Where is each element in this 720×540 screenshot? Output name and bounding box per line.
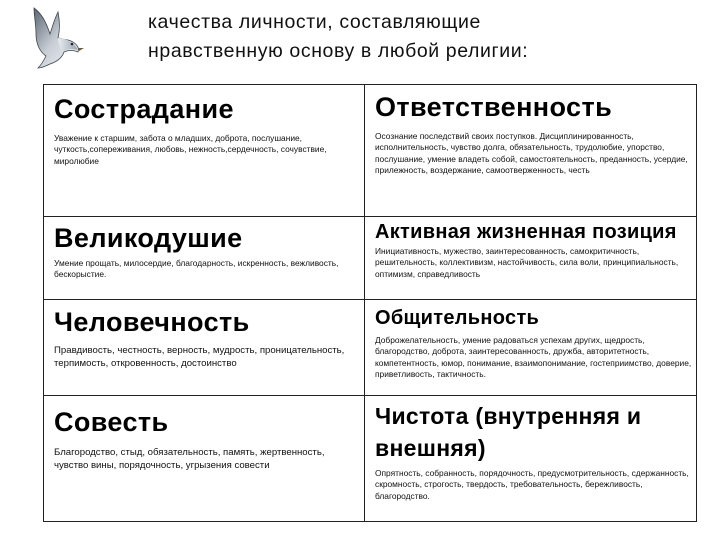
heading-magnanimity: Великодушие bbox=[54, 223, 243, 253]
heading-compassion: Сострадание bbox=[54, 94, 234, 124]
cell-humanity bbox=[44, 300, 365, 396]
text-responsibility: Осознание последствий своих поступков. Дисциплинированность, исполнительность, чувство долга, обязательность, трудолюбие, упорство, послушание, умение владеть собой, самостоятельность, преданность, усердие, прилежность, воздержание, самоотверженность, честь bbox=[375, 131, 688, 176]
qualities-table bbox=[43, 84, 697, 522]
table-row bbox=[44, 85, 697, 217]
heading-purity: Чистота (внутренняя и внешняя) bbox=[375, 403, 642, 461]
cell-compassion bbox=[44, 85, 365, 217]
cell-active-life-position bbox=[365, 217, 697, 300]
text-purity: Опрятность, собранность, порядочность, предусмотрительность, сдержанность, скромность, строгость, твердость, требовательность, бережливость, благородство. bbox=[375, 468, 689, 501]
text-conscience: Благородство, стыд, обязательность, память, жертвенность, чувство вины, порядочность, угрызения совести bbox=[54, 447, 325, 471]
text-active-life-position: Инициативность, мужество, заинтересованность, самокритичность, решительность, коллективизм, настойчивость, сила воли, принципиальность, оптимизм, справедливость bbox=[375, 246, 679, 279]
text-sociability: Доброжелательность, умение радоваться успехам других, щедрость, благородство, доброта, заинтересованность, дружба, авторитетность, компетентность, юмор, понимание, взаимопонимание, гостеприимство, доверие, приветливость, тактичность. bbox=[375, 335, 692, 380]
cell-sociability bbox=[365, 300, 697, 396]
heading-sociability: Общительность bbox=[375, 307, 540, 329]
text-compassion: Уважение к старшим, забота о младших, доброта, послушание, чуткость,сопереживания, любовь, нежность,сердечность, сочувствие, миролюбие bbox=[54, 133, 327, 166]
table-row bbox=[44, 300, 697, 396]
cell-magnanimity bbox=[44, 217, 365, 300]
heading-conscience: Совесть bbox=[54, 407, 169, 437]
title-line-2: нравственную основу в любой религии: bbox=[148, 40, 529, 62]
heading-humanity: Человечность bbox=[54, 307, 250, 337]
cell-responsibility bbox=[365, 85, 697, 217]
cell-conscience bbox=[44, 396, 365, 522]
table-row bbox=[44, 396, 697, 522]
page-title bbox=[148, 8, 708, 66]
title-line-1: качества личности, составляющие bbox=[148, 11, 481, 33]
cell-purity bbox=[365, 396, 697, 522]
heading-active-life-position: Активная жизненная позиция bbox=[375, 221, 677, 243]
text-magnanimity: Умение прощать, милосердие, благодарность, искренность, вежливость, бескорыстие. bbox=[54, 258, 339, 280]
table-row bbox=[44, 217, 697, 300]
text-humanity: Правдивость, честность, верность, мудрость, проницательность, терпимость, откровенность, достоинство bbox=[54, 345, 345, 369]
heading-responsibility: Ответственность bbox=[375, 92, 613, 122]
dove-logo-icon bbox=[28, 4, 86, 70]
